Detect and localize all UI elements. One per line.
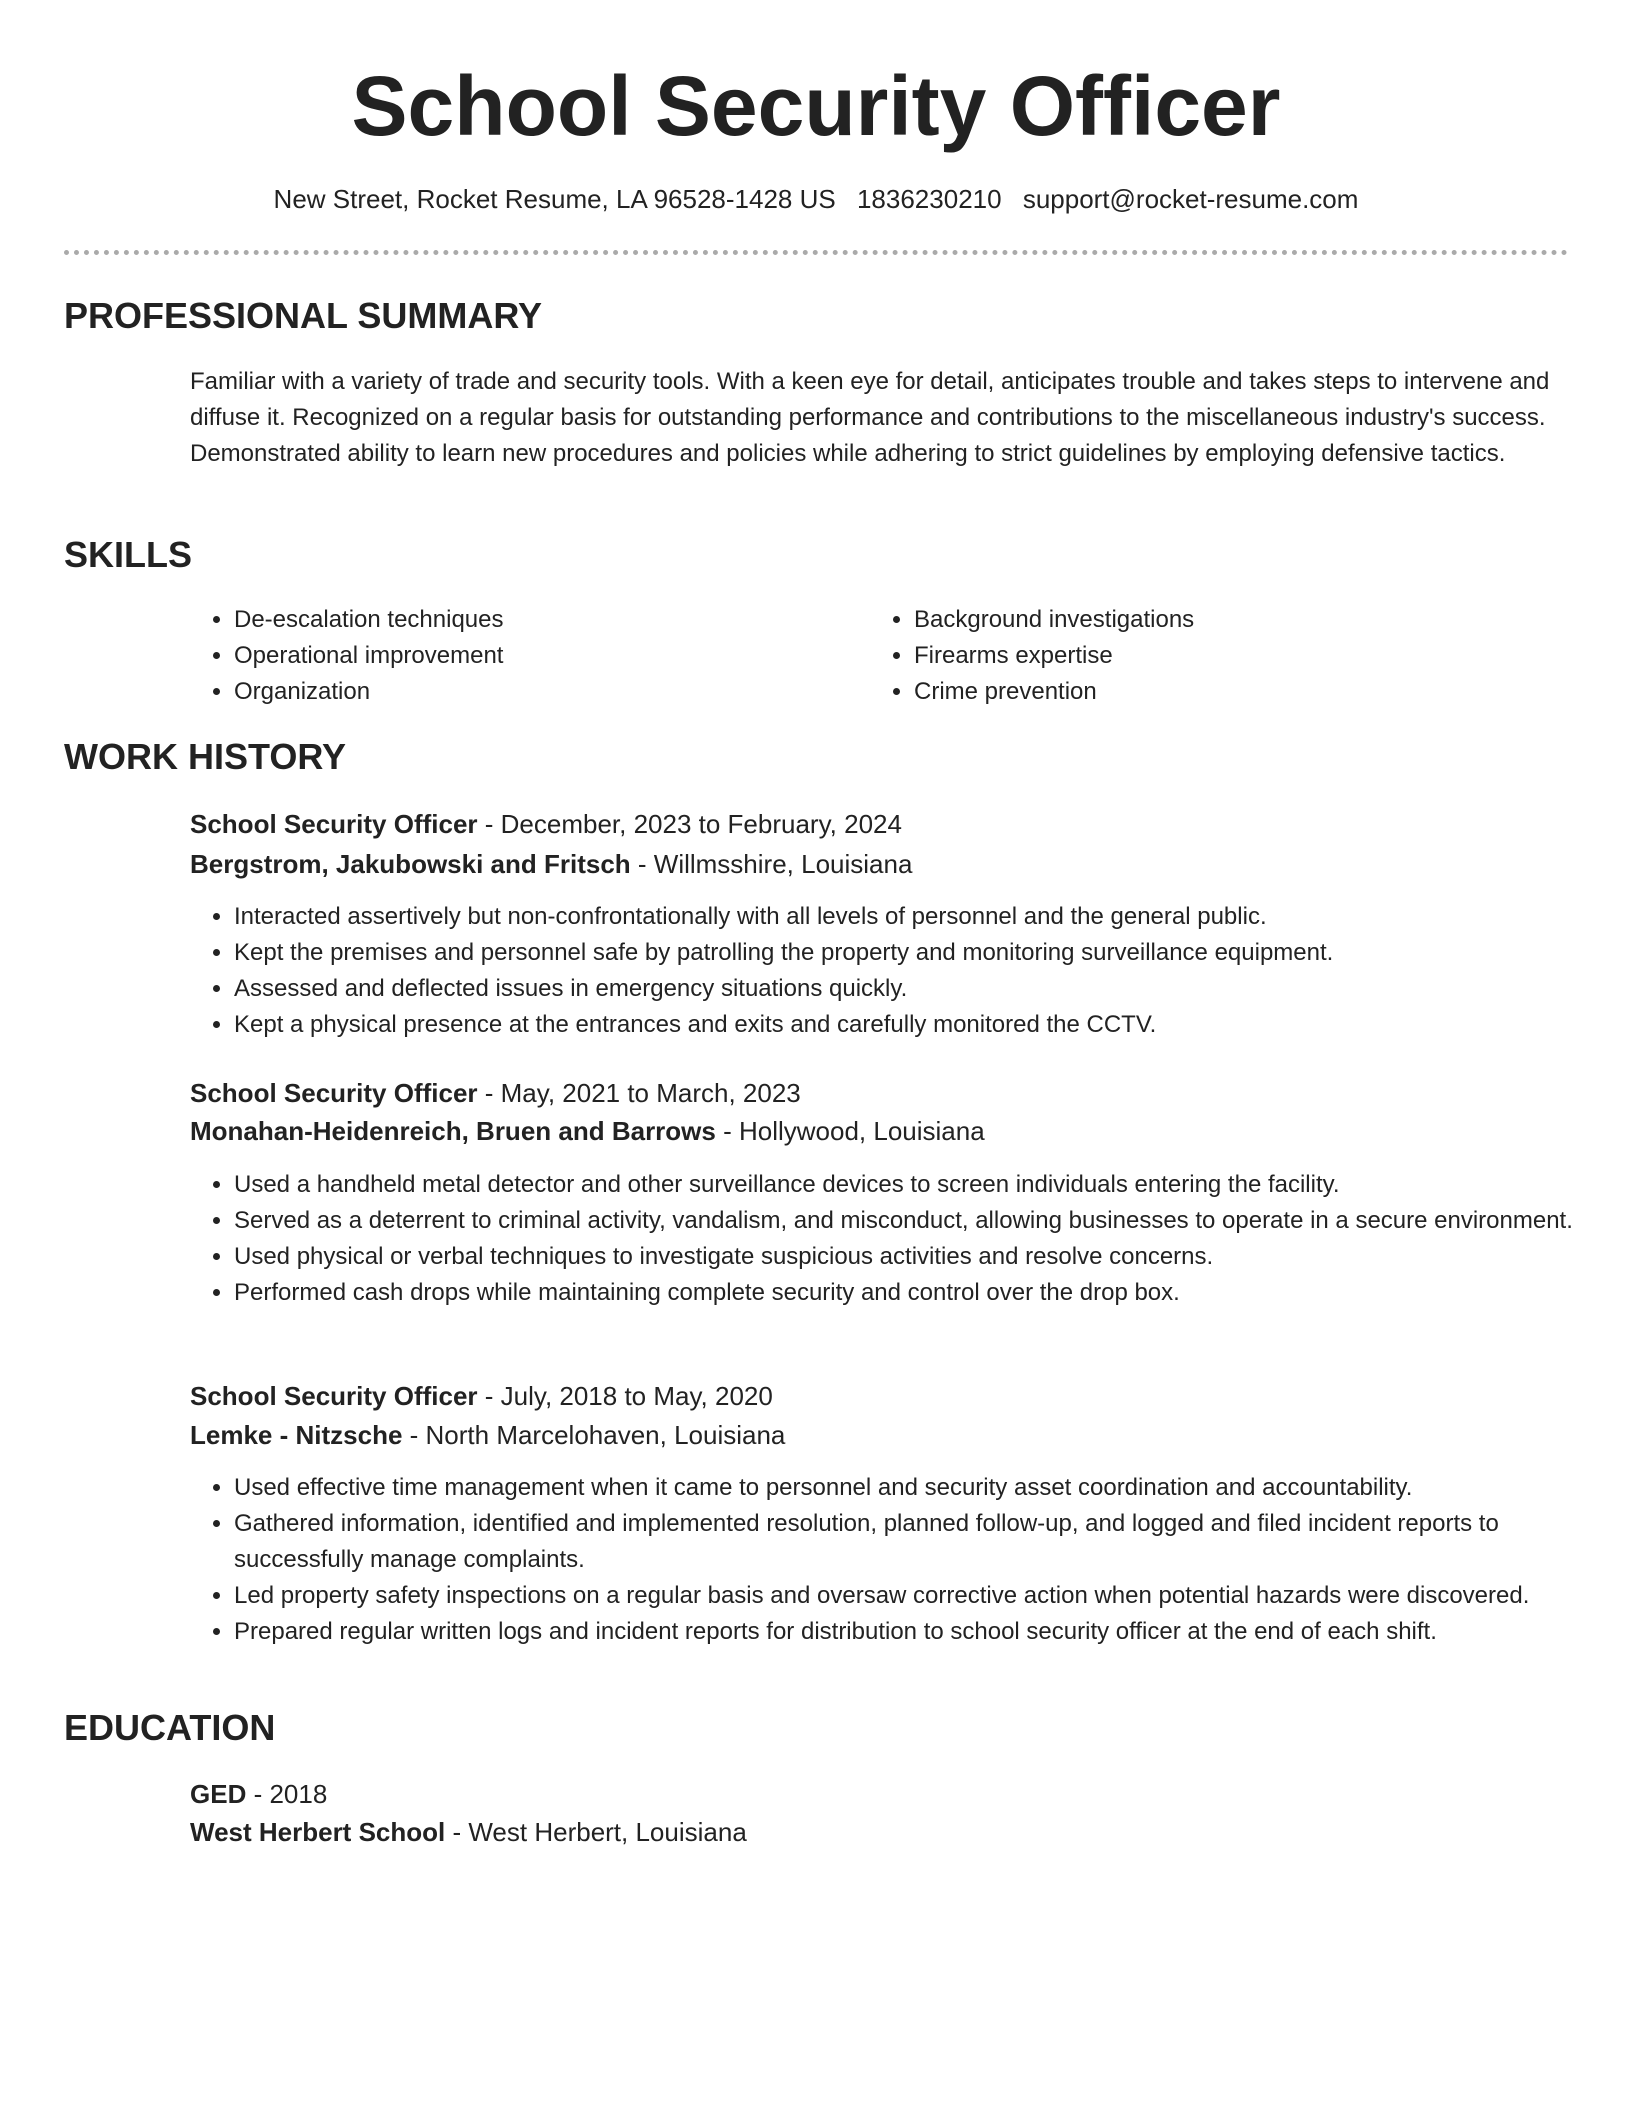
contact-phone: 1836230210 — [856, 184, 1002, 214]
education-location: - West Herbert, Louisiana — [445, 1817, 747, 1847]
contact-email: support@rocket-resume.com — [1022, 184, 1359, 214]
job-bullets — [190, 1470, 1614, 1650]
job-role: School Security Officer — [190, 1078, 478, 1108]
job-bullet: • Assessed and deflected issues in emergency situations quickly. — [234, 971, 1614, 1007]
skill-item: • Background investigations — [914, 602, 1514, 638]
job-location: - North Marcelohaven, Louisiana — [402, 1420, 786, 1450]
job-bullet: • Served as a deterrent to criminal activity, vandalism, and misconduct, allowing businesses to operate in a secure environment. — [234, 1203, 1614, 1239]
summary-text: Familiar with a variety of trade and security tools. With a keen eye for detail, anticipates trouble and takes steps to intervene and diffuse it. Recognized on a regular basis for outstanding performance and contributions to the miscellaneous industry's success. Demonstrated ability to learn new procedures and policies while adhering to strict guidelines by employing defensive tactics. — [190, 368, 1550, 467]
job-bullet: • Kept the premises and personnel safe by patrolling the property and monitoring surveillance equipment. — [234, 935, 1614, 971]
contact-address: New Street, Rocket Resume, LA 96528-1428 US — [273, 184, 836, 214]
section-title-work: WORK HISTORY — [64, 736, 347, 777]
section-title-education: EDUCATION — [64, 1707, 276, 1748]
job-bullet: • Interacted assertively but non-confrontationally with all levels of personnel and the general public. — [234, 899, 1614, 935]
education-degree-line — [190, 1776, 327, 1812]
skill-item: • De-escalation techniques — [234, 602, 834, 638]
education-school: West Herbert School — [190, 1817, 446, 1847]
job-location: - Hollywood, Louisiana — [715, 1116, 985, 1146]
skill-item: • Firearms expertise — [914, 638, 1514, 674]
job-company-line — [190, 1113, 985, 1149]
job-bullet: • Performed cash drops while maintaining complete security and control over the drop box. — [234, 1275, 1614, 1311]
skills-list-right — [870, 602, 1514, 710]
job-bullet: • Kept a physical presence at the entrances and exits and carefully monitored the CCTV. — [234, 1007, 1614, 1043]
education-degree: GED — [190, 1779, 247, 1809]
job-bullet: • Prepared regular written logs and incident reports for distribution to school security officer at the end of each shift. — [234, 1614, 1614, 1650]
job-company: Monahan-Heidenreich, Bruen and Barrows — [190, 1116, 716, 1146]
section-title-skills: SKILLS — [64, 534, 193, 575]
job-dates: - May, 2021 to March, 2023 — [477, 1078, 801, 1108]
skill-item: • Operational improvement — [234, 638, 834, 674]
job-title-line — [190, 1075, 801, 1111]
skill-item: • Crime prevention — [914, 674, 1514, 710]
header-divider — [64, 250, 1568, 255]
candidate-name: School Security Officer — [351, 59, 1281, 153]
job-dates: - December, 2023 to February, 2024 — [477, 809, 902, 839]
contact-line — [0, 182, 1632, 216]
education-school-line — [190, 1814, 747, 1850]
education-year: - 2018 — [246, 1779, 328, 1809]
job-bullet: • Used a handheld metal detector and other surveillance devices to screen individuals entering the facility. — [234, 1167, 1614, 1203]
job-bullets — [190, 1167, 1614, 1311]
job-company-line — [190, 1417, 785, 1453]
skill-item: • Organization — [234, 674, 834, 710]
skills-list-left — [190, 602, 834, 710]
job-company: Lemke - Nitzsche — [190, 1420, 403, 1450]
job-bullet: • Used effective time management when it came to personnel and security asset coordination and accountability. — [234, 1470, 1614, 1506]
job-company: Bergstrom, Jakubowski and Fritsch — [190, 849, 631, 879]
job-title-line — [190, 1378, 773, 1414]
job-bullet: • Led property safety inspections on a regular basis and oversaw corrective action when potential hazards were discovered. — [234, 1578, 1614, 1614]
job-location: - Willmsshire, Louisiana — [630, 849, 913, 879]
section-title-summary: PROFESSIONAL SUMMARY — [64, 295, 543, 336]
job-dates: - July, 2018 to May, 2020 — [477, 1381, 773, 1411]
job-role: School Security Officer — [190, 1381, 478, 1411]
job-bullet: • Gathered information, identified and implemented resolution, planned follow-up, and logged and filed incident reports to successfully manage complaints. — [234, 1506, 1614, 1578]
job-bullets — [190, 899, 1614, 1043]
job-role: School Security Officer — [190, 809, 478, 839]
job-title-line — [190, 806, 902, 842]
job-company-line — [190, 846, 912, 882]
job-bullet: • Used physical or verbal techniques to investigate suspicious activities and resolve concerns. — [234, 1239, 1614, 1275]
